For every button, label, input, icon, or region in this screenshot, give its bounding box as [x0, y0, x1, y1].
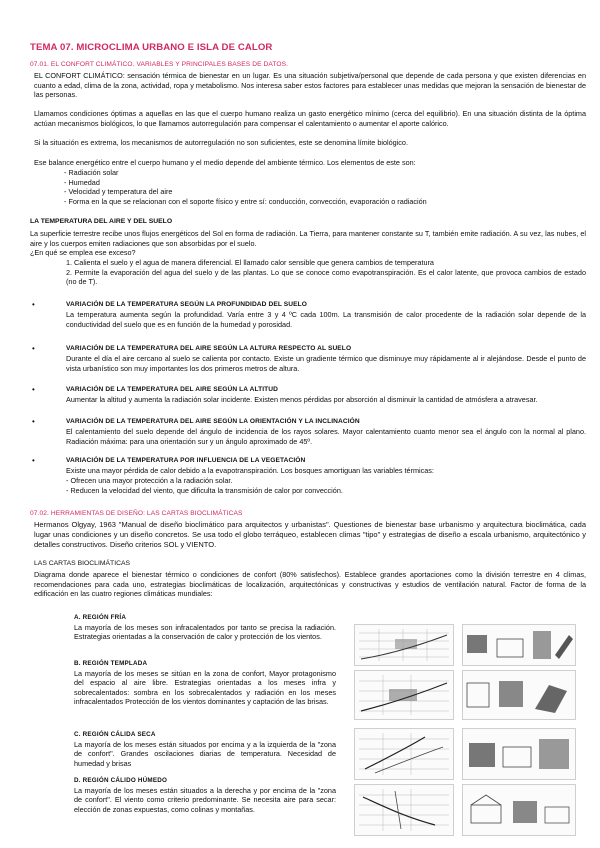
- region-heading-b: B. REGIÓN TEMPLADA: [74, 660, 148, 667]
- bullet-icon: •: [32, 456, 35, 465]
- list-item: - Forma en la que se relacionan con el soporte físico y entre sí: conducción, convección, evaporación o radiación: [64, 197, 584, 207]
- variation-body: El calentamiento del suelo depende del ángulo de incidencia de los rayos solares. Mayor calentamiento cuanto menor sea el ángulo con la normal al plano. Radiación máxima: para una orientación sur y un ángulo aproximado de 45º.: [66, 427, 586, 446]
- bullet-icon: •: [32, 385, 35, 394]
- paragraph-exceso: ¿En qué se emplea ese exceso?: [30, 248, 136, 257]
- section-heading-0702: 07.02. HERRAMIENTAS DE DISEÑO: LAS CARTAS BIOCLIMÁTICAS: [30, 510, 243, 517]
- heading-temperatura: LA TEMPERATURA DEL AIRE Y DEL SUELO: [30, 218, 173, 225]
- list-item: - Ofrecen una mayor protección a la radiación solar.: [66, 476, 586, 486]
- bioclimatic-chart-figure: [354, 670, 454, 720]
- heading-cartas: LAS CARTAS BIOCLIMÁTICAS: [34, 560, 131, 567]
- variation-heading: VARIACIÓN DE LA TEMPERATURA SEGÚN LA PROFUNDIDAD DEL SUELO: [66, 301, 307, 308]
- vegetation-list: [66, 476, 586, 495]
- elements-list: [64, 168, 584, 206]
- bioclimatic-chart-figure: [354, 784, 454, 836]
- building-sketch-figure: [462, 784, 576, 836]
- bullet-icon: •: [32, 300, 35, 309]
- building-sketch-figure: [462, 624, 576, 666]
- variation-body: Existe una mayor pérdida de calor debido a la evapotranspiración. Los bosques amortiguan las variables térmicas:: [66, 466, 434, 475]
- paragraph-optimas: Llamamos condiciones óptimas a aquellas en las que el cuerpo humano realiza un gasto energético mínimo (cerca del equilibrio). En una situación distinta de la óptima actúan mecanismos biológicos, lo que llamamos autorregulación para compensar el calentamiento o aumentar el aporte calórico.: [34, 109, 586, 128]
- list-item: 2. Permite la evaporación del agua del suelo y de las plantas. Lo que se conoce como evapotranspiración. Es el calor latente, que provoca cambios de estado (no de T).: [66, 267, 586, 287]
- bullet-icon: •: [32, 344, 35, 353]
- bioclimatic-chart-figure: [354, 624, 454, 666]
- paragraph-extrema: Si la situación es extrema, los mecanismos de autorregulación no son suficientes, este se denomina límite biológico.: [34, 138, 408, 147]
- variation-heading: VARIACIÓN DE LA TEMPERATURA POR INFLUENCIA DE LA VEGETACIÓN: [66, 457, 306, 464]
- list-item: - Radiación solar: [64, 168, 584, 178]
- paragraph-diagrama: Diagrama donde aparece el bienestar térmico o condiciones de confort (80% satisfechos). Establece grandes aportaciones como la división terrestre en 4 climas, recomendaciones para cada uno, estrategias bioclimáticas de localización, arquitectónicas y constructivas y estudios de ventilación natural. Factor de forma de la edificación en las cuatro regiones climáticas mundiales:: [34, 570, 586, 599]
- exceso-list: [66, 258, 586, 287]
- list-item: - Humedad: [64, 178, 584, 188]
- region-heading-a: A. REGIÓN FRÍA: [74, 614, 127, 621]
- paragraph-confort: EL CONFORT CLIMÁTICO: sensación térmica de bienestar en un lugar. Es una situación subjetiva/personal que depende de cada persona y que existen diferencias en cuanto a edad, clima de la zona, actividad, ropa y metabolismo. Nos interesa saber estos factores para establecer unas medidas que mejoran la sensación de bienestar de las personas.: [34, 71, 586, 100]
- list-item: - Reducen la velocidad del viento, que dificulta la transmisión de calor por convección.: [66, 486, 586, 496]
- variation-body: Aumentar la altitud y aumenta la radiación solar incidente. Existen menos pérdidas por absorción al disminuir la cantidad de atmósfera a atravesar.: [66, 395, 538, 404]
- region-body-a: La mayoría de los meses son infracalentados por tanto se precisa la radiación. Estrategias orientadas a la conservación de calor y protección de los vientos.: [74, 623, 336, 642]
- list-item: - Velocidad y temperatura del aire: [64, 187, 584, 197]
- bullet-icon: •: [32, 417, 35, 426]
- page-title: TEMA 07. MICROCLIMA URBANO E ISLA DE CALOR: [30, 42, 273, 53]
- region-body-c: La mayoría de los meses están situados por encima y a la izquierda de la "zona de confort". Grandes oscilaciones diarias de temperatura. Necesidad de humedad y brisas: [74, 740, 336, 768]
- region-heading-d: D. REGIÓN CÁLIDO HÚMEDO: [74, 777, 168, 784]
- variation-heading: VARIACIÓN DE LA TEMPERATURA DEL AIRE SEGÚN LA ALTURA RESPECTO AL SUELO: [66, 345, 352, 352]
- region-heading-c: C. REGIÓN CÁLIDA SECA: [74, 731, 156, 738]
- building-sketch-figure: [462, 728, 576, 780]
- region-body-d: La mayoría de los meses están situados a la derecha y por encima de la "zona de confort". El viento como criterio predominante. Se necesita aire para secar: elección de zonas expuestas, como colinas y montañas.: [74, 786, 336, 814]
- variation-body: La temperatura aumenta según la profundidad. Varía entre 3 y 4 ºC cada 100m. La transmisión de calor procedente de la radiación solar depende de la conductividad del suelo que es en función de la humedad y porosidad.: [66, 310, 586, 329]
- bioclimatic-chart-figure: [354, 728, 454, 780]
- paragraph-superficie: La superficie terrestre recibe unos flujos energéticos del Sol en forma de radiación. La Tierra, para mantener constante su T, también emite radiación. A su vez, las nubes, el aire y los cuerpos emiten radiaciones que son absorbidas por el suelo.: [30, 229, 586, 248]
- variation-heading: VARIACIÓN DE LA TEMPERATURA DEL AIRE SEGÚN LA ALTITUD: [66, 386, 279, 393]
- variation-body: Durante el día el aire cercano al suelo se calienta por contacto. Existe un gradiente térmico que disminuye muy rápidamente al ir alejándose. Desde el punto de vista urbanístico son muy importantes los dos primeros metros de altura.: [66, 354, 586, 373]
- section-heading-0701: 07.01. EL CONFORT CLIMÁTICO. VARIABLES Y PRINCIPALES BASES DE DATOS.: [30, 61, 289, 68]
- building-sketch-figure: [462, 670, 576, 720]
- list-item: 1. Calienta el suelo y el agua de manera diferencial. El llamado calor sensible que genera cambios de temperatura: [66, 258, 434, 267]
- paragraph-balance: Ese balance energético entre el cuerpo humano y el medio depende del ambiente térmico. Los elementos de este son:: [34, 158, 416, 167]
- paragraph-olgyay: Hermanos Olgyay, 1963 "Manual de diseño bioclimático para arquitectos y urbanistas". Questiones de bienestar base urbanismo y arquitectura bioclimática, cada lugar unas condiciones y un diseño concretos. Se usa todo el globo terráqueo, establecen climas "tipo" y estrategias de diseño a escala urbanismo, arquitectónico y detalles constructivos. Diseño criterios SOL y VIENTO.: [34, 520, 586, 549]
- variation-heading: VARIACIÓN DE LA TEMPERATURA DEL AIRE SEGÚN LA ORIENTACIÓN Y LA INCLINACIÓN: [66, 418, 360, 425]
- region-body-b: La mayoría de los meses se sitúan en la zona de confort, Mayor protagonismo del espacio al aire libre. Estrategias orientadas a los meses infra y sobrecalentados: sombra en los sobrecalentados y radiación en los meses infracalentados Protección de los vientos dominantes y captación de las brisas.: [74, 669, 336, 707]
